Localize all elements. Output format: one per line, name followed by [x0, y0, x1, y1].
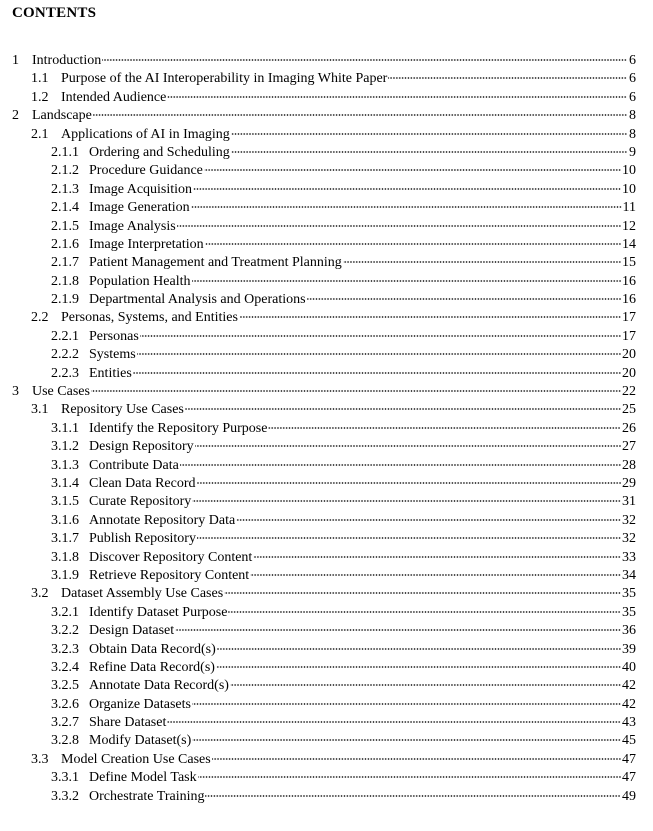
toc-entry-link[interactable] — [51, 199, 636, 217]
toc-entry-link[interactable] — [51, 493, 636, 511]
toc-row — [0, 641, 653, 659]
section-number: 3.1.8 — [51, 549, 79, 565]
section-number: 3 — [12, 384, 19, 400]
section-title: Ordering and Scheduling — [89, 144, 230, 160]
toc-entry-link[interactable] — [12, 383, 636, 401]
page-number: 26 — [622, 420, 636, 436]
toc-entry-link[interactable] — [51, 769, 636, 787]
dot-leader — [204, 169, 621, 171]
section-title: Population Health — [89, 273, 191, 289]
toc-entry-link[interactable] — [31, 89, 636, 107]
toc-row — [0, 493, 653, 511]
dot-leader — [192, 703, 621, 705]
section-title: Clean Data Record — [89, 475, 196, 491]
dot-leader — [253, 556, 621, 558]
section-title: Procedure Guidance — [89, 163, 203, 179]
page-number: 10 — [622, 163, 636, 179]
section-title: Obtain Data Record(s) — [89, 641, 216, 657]
dot-leader — [177, 225, 621, 227]
section-title: Purpose of the AI Interoperability in Imaging White Paper — [61, 71, 388, 87]
section-number: 3.3.1 — [51, 770, 79, 786]
page-number: 31 — [622, 494, 636, 510]
section-title: Curate Repository — [89, 494, 192, 510]
toc-entry-link[interactable] — [31, 309, 636, 327]
toc-row — [0, 401, 653, 419]
dot-leader — [193, 188, 621, 190]
section-title: Design Dataset — [89, 623, 175, 639]
section-number: 3.2.7 — [51, 715, 79, 731]
toc-entry-link[interactable] — [51, 218, 636, 236]
toc-row — [0, 365, 653, 383]
section-number: 2.2.3 — [51, 365, 79, 381]
page-number: 40 — [622, 659, 636, 675]
page-number: 20 — [622, 365, 636, 381]
page-number: 6 — [629, 71, 636, 87]
dot-leader — [197, 537, 621, 539]
section-number: 1.1 — [31, 71, 49, 87]
section-number: 2.2.2 — [51, 347, 79, 363]
toc-entry-link[interactable] — [31, 70, 636, 88]
toc-entry-link[interactable] — [51, 714, 636, 732]
page-number: 33 — [622, 549, 636, 565]
toc-entry-link[interactable] — [51, 291, 636, 309]
section-number: 2 — [12, 108, 19, 124]
toc-row — [0, 457, 653, 475]
toc-entry-link[interactable] — [12, 52, 636, 70]
dot-leader — [185, 408, 621, 410]
section-number: 2.1.7 — [51, 255, 79, 271]
section-title: Share Dataset — [89, 715, 167, 731]
page-number: 17 — [622, 310, 636, 326]
dot-leader — [224, 592, 621, 594]
toc-row — [0, 585, 653, 603]
toc-entry-link[interactable] — [31, 751, 636, 769]
dot-leader — [205, 243, 621, 245]
toc-entry-link[interactable] — [51, 328, 636, 346]
section-number: 3.2.2 — [51, 623, 79, 639]
toc-row — [0, 181, 653, 199]
section-number: 3.2 — [31, 586, 49, 602]
section-title: Retrieve Repository Content — [89, 567, 250, 583]
section-title: Entities — [89, 365, 132, 381]
toc-row — [0, 714, 653, 732]
page-number: 22 — [622, 384, 636, 400]
table-of-contents — [0, 52, 653, 806]
section-title: Contribute Data — [89, 457, 179, 473]
dot-leader — [236, 519, 621, 521]
section-title: Repository Use Cases — [61, 402, 184, 418]
toc-row — [0, 438, 653, 456]
toc-row — [0, 144, 653, 162]
dot-leader — [133, 372, 621, 374]
section-number: 2.1.6 — [51, 236, 79, 252]
toc-row — [0, 751, 653, 769]
section-number: 3.2.6 — [51, 696, 79, 712]
section-number: 3.1.5 — [51, 494, 79, 510]
dot-leader — [388, 77, 627, 79]
page-number: 27 — [622, 439, 636, 455]
section-title: Personas — [89, 328, 139, 344]
toc-entry-link[interactable] — [51, 696, 636, 714]
toc-entry-link[interactable] — [51, 254, 636, 272]
toc-entry-link[interactable] — [51, 567, 636, 585]
toc-row — [0, 549, 653, 567]
section-number: 3.2.1 — [51, 604, 79, 620]
section-title: Refine Data Record(s) — [89, 659, 215, 675]
page-number: 47 — [622, 751, 636, 767]
section-number: 3.1.2 — [51, 439, 79, 455]
section-number: 3.1.7 — [51, 531, 79, 547]
toc-entry-link[interactable] — [12, 107, 636, 125]
toc-entry-link[interactable] — [51, 181, 636, 199]
section-number: 1.2 — [31, 89, 49, 105]
toc-entry-link[interactable] — [31, 401, 636, 419]
section-title: Image Analysis — [89, 218, 176, 234]
section-title: Intended Audience — [61, 89, 167, 105]
page-number: 35 — [622, 604, 636, 620]
dot-leader — [140, 335, 621, 337]
toc-row — [0, 89, 653, 107]
toc-row — [0, 475, 653, 493]
toc-row — [0, 218, 653, 236]
page-number: 39 — [622, 641, 636, 657]
page-number: 6 — [629, 89, 636, 105]
section-number: 3.2.3 — [51, 641, 79, 657]
section-title: Model Creation Use Cases — [61, 751, 211, 767]
dot-leader — [217, 648, 621, 650]
section-number: 3.1 — [31, 402, 49, 418]
section-title: Design Repository — [89, 439, 194, 455]
page-number: 34 — [622, 567, 636, 583]
page-number: 36 — [622, 623, 636, 639]
section-title: Annotate Repository Data — [89, 512, 236, 528]
toc-row — [0, 604, 653, 622]
section-number: 3.1.6 — [51, 512, 79, 528]
page-number: 20 — [622, 347, 636, 363]
toc-entry-link[interactable] — [51, 438, 636, 456]
toc-row — [0, 199, 653, 217]
section-title: Systems — [89, 347, 136, 363]
toc-entry-link[interactable] — [51, 512, 636, 530]
dot-leader — [228, 611, 621, 613]
toc-row — [0, 126, 653, 144]
dot-leader — [268, 427, 621, 429]
section-number: 2.1 — [31, 126, 49, 142]
dot-leader — [197, 482, 621, 484]
toc-row — [0, 162, 653, 180]
page-number: 6 — [629, 53, 636, 68]
section-number: 3.3.2 — [51, 788, 79, 804]
page-number: 25 — [622, 402, 636, 418]
toc-row — [0, 383, 653, 401]
dot-leader — [250, 574, 621, 576]
page-number: 14 — [622, 236, 636, 252]
dot-leader — [167, 721, 621, 723]
section-title: Define Model Task — [89, 770, 197, 786]
toc-row — [0, 530, 653, 548]
toc-row — [0, 696, 653, 714]
section-title: Annotate Data Record(s) — [89, 678, 229, 694]
section-number: 3.1.3 — [51, 457, 79, 473]
dot-leader — [191, 206, 622, 208]
section-title: Organize Datasets — [89, 696, 191, 712]
section-number: 2.2 — [31, 310, 49, 326]
section-title: Personas, Systems, and Entities — [61, 310, 238, 326]
dot-leader — [307, 298, 621, 300]
toc-row — [0, 309, 653, 327]
toc-row — [0, 291, 653, 309]
section-number: 3.1.4 — [51, 475, 79, 491]
page-number: 9 — [629, 144, 636, 160]
page-number: 43 — [622, 715, 636, 731]
toc-row — [0, 622, 653, 640]
section-number: 3.1.1 — [51, 420, 79, 436]
dot-leader — [192, 739, 621, 741]
toc-entry-link[interactable] — [51, 677, 636, 695]
toc-entry-link[interactable] — [51, 457, 636, 475]
dot-leader — [195, 445, 621, 447]
section-title: Orchestrate Training — [89, 788, 205, 804]
page-number: 47 — [622, 770, 636, 786]
toc-entry-link[interactable] — [51, 530, 636, 548]
page-number: 32 — [622, 531, 636, 547]
page-number: 12 — [622, 218, 636, 234]
toc-entry-link[interactable] — [51, 622, 636, 640]
toc-entry-link[interactable] — [51, 236, 636, 254]
toc-row — [0, 732, 653, 750]
section-number: 2.2.1 — [51, 328, 79, 344]
section-number: 2.1.2 — [51, 163, 79, 179]
dot-leader — [230, 684, 621, 686]
toc-entry-link[interactable] — [51, 162, 636, 180]
toc-entry-link[interactable] — [51, 549, 636, 567]
section-number: 1 — [12, 53, 19, 68]
page-title: CONTENTS — [12, 5, 97, 21]
toc-row — [0, 273, 653, 291]
page-number: 29 — [622, 475, 636, 491]
page-number: 49 — [622, 788, 636, 804]
section-title: Introduction — [32, 53, 102, 68]
section-title: Image Acquisition — [89, 181, 193, 197]
dot-leader — [93, 114, 627, 116]
section-number: 2.1.8 — [51, 273, 79, 289]
toc-row — [0, 254, 653, 272]
toc-row — [0, 346, 653, 364]
toc-entry-link[interactable] — [51, 420, 636, 438]
toc-entry-link[interactable] — [51, 273, 636, 291]
page-number: 28 — [622, 457, 636, 473]
section-title: Image Generation — [89, 200, 190, 216]
section-title: Identify the Repository Purpose — [89, 420, 268, 436]
toc-entry-link[interactable] — [31, 585, 636, 603]
dot-leader — [231, 151, 627, 153]
toc-entry-link[interactable] — [31, 126, 636, 144]
page-number: 16 — [622, 273, 636, 289]
section-title: Landscape — [32, 108, 92, 124]
section-title: Modify Dataset(s) — [89, 733, 192, 749]
dot-leader — [212, 758, 621, 760]
page-number: 16 — [622, 292, 636, 308]
toc-row — [0, 677, 653, 695]
toc-row — [0, 659, 653, 677]
section-number: 2.1.3 — [51, 181, 79, 197]
section-title: Patient Management and Treatment Planning — [89, 255, 342, 271]
toc-row — [0, 788, 653, 806]
toc-row — [0, 236, 653, 254]
section-title: Use Cases — [32, 384, 90, 400]
dot-leader — [192, 500, 621, 502]
toc-entry-link[interactable] — [51, 641, 636, 659]
toc-entry-link[interactable] — [51, 144, 636, 162]
dot-leader — [137, 353, 621, 355]
section-number: 2.1.1 — [51, 144, 79, 160]
page-number: 8 — [629, 108, 636, 124]
section-number: 2.1.9 — [51, 292, 79, 308]
dot-leader — [231, 133, 627, 135]
section-number: 3.1.9 — [51, 567, 79, 583]
section-title: Publish Repository — [89, 531, 196, 547]
toc-entry-link[interactable] — [51, 475, 636, 493]
dot-leader — [216, 666, 621, 668]
dot-leader — [180, 464, 621, 466]
page-number: 45 — [622, 733, 636, 749]
toc-row — [0, 328, 653, 346]
section-title: Image Interpretation — [89, 236, 204, 252]
section-title: Dataset Assembly Use Cases — [61, 586, 224, 602]
section-number: 3.2.5 — [51, 678, 79, 694]
section-number: 2.1.5 — [51, 218, 79, 234]
toc-row — [0, 512, 653, 530]
toc-entry-link[interactable] — [51, 346, 636, 364]
dot-leader — [239, 316, 621, 318]
toc-entry-link[interactable] — [51, 365, 636, 383]
dot-leader — [102, 59, 627, 61]
toc-row — [0, 70, 653, 88]
page-number: 17 — [622, 328, 636, 344]
toc-row — [0, 769, 653, 787]
section-number: 3.2.4 — [51, 659, 79, 675]
dot-leader — [175, 629, 621, 631]
page-number: 32 — [622, 512, 636, 528]
toc-row — [0, 52, 653, 70]
page-number: 42 — [622, 696, 636, 712]
section-title: Applications of AI in Imaging — [61, 126, 230, 142]
page-number: 11 — [622, 200, 636, 216]
page-number: 15 — [622, 255, 636, 271]
dot-leader — [205, 795, 621, 797]
page-number: 42 — [622, 678, 636, 694]
toc-entry-link[interactable] — [51, 604, 636, 622]
page-number: 35 — [622, 586, 636, 602]
toc-row — [0, 420, 653, 438]
section-title: Discover Repository Content — [89, 549, 253, 565]
dot-leader — [198, 776, 621, 778]
dot-leader — [192, 280, 622, 282]
dot-leader — [91, 390, 621, 392]
dot-leader — [167, 96, 627, 98]
page-number: 10 — [622, 181, 636, 197]
toc-row — [0, 567, 653, 585]
section-title: Identify Dataset Purpose — [89, 604, 228, 620]
dot-leader — [343, 261, 621, 263]
page-number: 8 — [629, 126, 636, 142]
toc-row — [0, 107, 653, 125]
section-number: 3.2.8 — [51, 733, 79, 749]
toc-entry-link[interactable] — [51, 732, 636, 750]
toc-entry-link[interactable] — [51, 788, 636, 806]
section-number: 2.1.4 — [51, 200, 79, 216]
section-number: 3.3 — [31, 751, 49, 767]
toc-entry-link[interactable] — [51, 659, 636, 677]
section-title: Departmental Analysis and Operations — [89, 292, 306, 308]
